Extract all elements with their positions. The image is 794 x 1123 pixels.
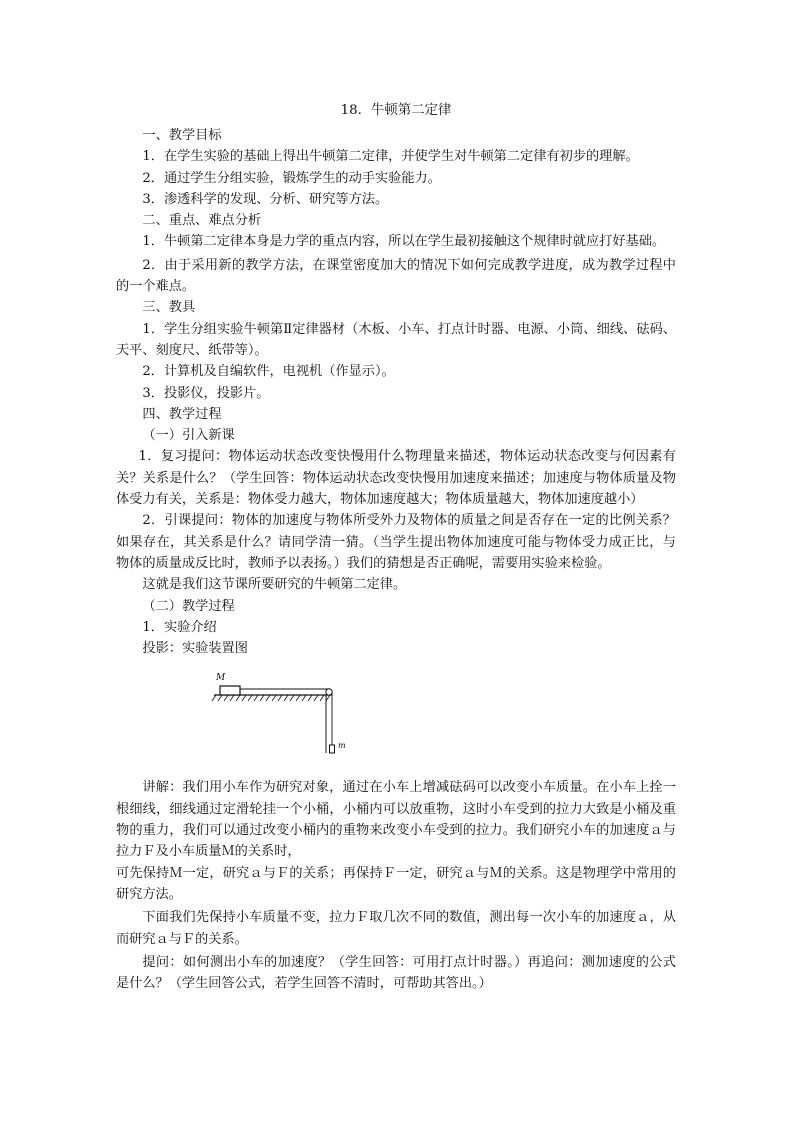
paragraph: 2．引课提问：物体的加速度与物体所受外力及物体的质量之间是否存在一定的比例关系？如果存在，其关系是什么？请同学清一猜。（当学生提出物体加速度可能与物体受力成正比，与物体的质量成反比时，教师予以表扬。）我们的猜想是否正确呢，需要用实验来检验。	[116, 513, 676, 571]
paragraph: 2．计算机及自编软件，电视机（作显示）。	[142, 364, 395, 380]
apparatus-diagram	[206, 665, 366, 769]
paragraph: 2．由于采用新的教学方法，在课堂密度加大的情况下如何完成教学进度，成为教学过程中的一个难点。	[116, 257, 676, 295]
label-cart-mass: M	[216, 673, 226, 684]
cart-block	[220, 686, 240, 695]
paragraph: 1．学生分组实验牛顿第Ⅱ定律器材（木板、小车、打点计时器、电源、小筒、细线、砝码、天平、刻度尺、纸带等）。	[116, 321, 676, 358]
paragraph: 讲解：我们用小车作为研究对象，通过在小车上增减砝码可以改变小车质量。在小车上拴一根细线，细线通过定滑轮挂一个小桶，小桶内可以放重物，这时小车受到的拉力大致是小桶及重物的重力，我们可以通过改变小桶内的重物来改变小车受到的拉力。我们研究小车的加速度ａ与拉力Ｆ及小车质量Ｍ的关系时，	[116, 780, 676, 860]
page-title: 18．牛顿第二定律	[340, 103, 452, 118]
paragraph: 1．复习提问：物体运动状态改变快慢用什么物理量来描述，物体运动状态改变与何因素有关？关系是什么？（学生回答：物体运动状态改变快慢用加速度来描述；加速度与物体质量及物体受力有关，关系是：物体受力越大，物体加速度越大；物体质量越大，物体加速度越小）	[116, 449, 676, 508]
paragraph: 1．实验介绍	[142, 619, 217, 635]
bucket	[330, 745, 335, 753]
pulley	[326, 689, 332, 695]
paragraph: 3．渗透科学的发现、分析、研究等方法。	[142, 191, 389, 207]
paragraph: 3．投影仪，投影片。	[142, 385, 270, 401]
paragraph: 1．在学生实验的基础上得出牛顿第二定律，并使学生对牛顿第二定律有初步的理解。	[142, 149, 639, 165]
paragraph: 1．牛顿第二定律本身是力学的重点内容，所以在学生最初接触这个规律时就应打好基础。	[142, 234, 666, 250]
subheading-teaching: （二）教学过程	[142, 598, 235, 614]
paragraph: 提问：如何测出小车的加速度？（学生回答：可用打点计时器。）再追问：测加速度的公式是什么？（学生回答公式，若学生回答不清时，可帮助其答出。）	[116, 954, 676, 992]
section-heading-key-points: 二、重点、难点分析	[142, 213, 262, 229]
subheading-intro: （一）引入新课	[142, 428, 235, 444]
document-page	[116, 100, 676, 994]
paragraph: 投影：实验装置图	[142, 641, 248, 657]
section-heading-tools: 三、教具	[142, 300, 196, 316]
label-bucket-mass: m	[338, 741, 346, 751]
experiment-apparatus-figure	[116, 665, 676, 773]
paragraph: 下面我们先保持小车质量不变，拉力Ｆ取几次不同的数值，测出每一次小车的加速度ａ，从而研究ａ与Ｆ的关系。	[116, 910, 676, 947]
paragraph: 可先保持Ｍ一定，研究ａ与Ｆ的关系；再保持Ｆ一定，研究ａ与Ｍ的关系。这是物理学中常用的研究方法。	[116, 865, 676, 902]
paragraph: 2．通过学生分组实验，锻炼学生的动手实验能力。	[142, 170, 441, 186]
section-heading-goals: 一、教学目标	[142, 128, 222, 143]
section-heading-process: 四、教学过程	[142, 406, 222, 422]
paragraph: 这就是我们这节课所要研究的牛顿第二定律。	[142, 577, 407, 593]
